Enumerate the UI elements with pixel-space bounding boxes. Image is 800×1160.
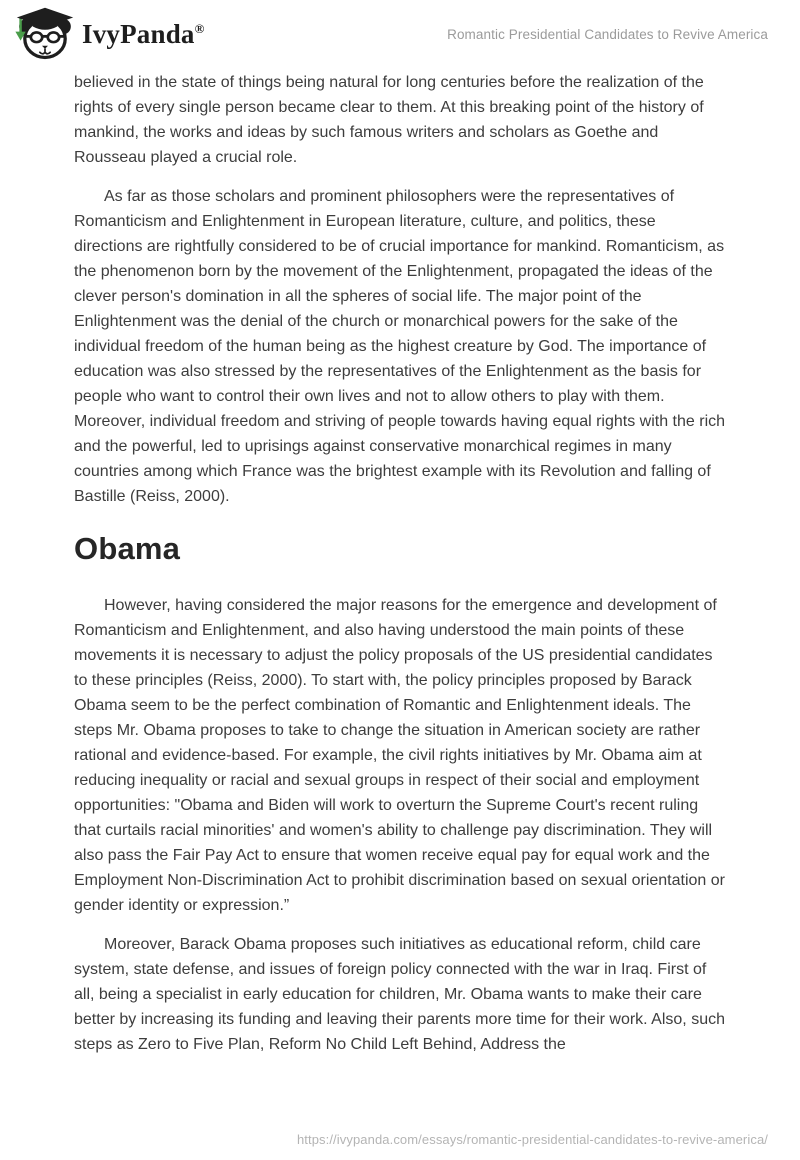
page-header <box>0 0 800 62</box>
paragraph: However, having considered the major reasons for the emergence and development of Romanticism and Enlightenment, and also having understood the main points of these movements it is necessary to adjust the policy proposals of the US presidential candidates to these principles (Reiss, 2000). To start with, the policy principles proposed by Barack Obama seem to be the perfect combination of Romantic and Enlightenment ideals. The steps Mr. Obama proposes to take to change the situation in American society are rather rational and evidence-based. For example, the civil rights initiatives by Mr. Obama aim at reducing inequality or racial and sexual groups in respect of their social and employment opportunities: "Obama and Biden will work to overturn the Supreme Court's recent ruling that curtails racial minorities' and women's ability to challenge pay discrimination. They will also pass the Fair Pay Act to ensure that women receive equal pay for equal work and the Employment Non-Discrimination Act to prohibit discrimination based on sexual orientation or gender identity or expression.” <box>74 597 725 914</box>
brand-text: IvyPanda <box>82 18 195 49</box>
paragraph: As far as those scholars and prominent philosophers were the representatives of Romanticism and Enlightenment in European literature, culture, and politics, these directions are rightfully considered to be of crucial importance for mankind. Romanticism, as the phenomenon born by the movement of the Enlightenment, propagated the ideas of the clever person's domination in all the spheres of social life. The major point of the Enlightenment was the denial of the church or monarchical powers for the sake of the individual freedom of the human being as the highest creature by God. The importance of education was also stressed by the representatives of the Enlightenment as the basis for people who want to control their own lives and not to allow others to play with them. Moreover, individual freedom and striving of people towards having equal rights with the rich and the powerful, led to uprisings against conservative monarchical regimes in many countries among which France was the brightest example with its Revolution and falling of Bastille (Reiss, 2000). <box>74 188 726 505</box>
essay-body <box>0 62 800 1057</box>
registered-trademark: ® <box>194 20 205 36</box>
paragraph-continuation: believed in the state of things being natural for long centuries before the realization of the rights of every single person became clear to them. At this breaking point of the history of mankind, the works and ideas by such famous writers and scholars as Goethe and Rousseau played a crucial role. <box>74 74 704 166</box>
ivypanda-logo-icon <box>14 6 76 62</box>
paragraph: Moreover, Barack Obama proposes such initiatives as educational reform, child care system, state defense, and issues of foreign policy connected with the war in Iraq. First of all, being a specialist in early education for children, Mr. Obama wants to make their care better by increasing its funding and leaving their parents more time for their work. Also, such steps as Zero to Five Plan, Reform No Child Left Behind, Address the <box>74 936 725 1053</box>
document-title: Romantic Presidential Candidates to Revive America <box>447 26 768 42</box>
page-footer <box>297 1132 768 1147</box>
source-url[interactable]: https://ivypanda.com/essays/romantic-presidential-candidates-to-revive-america/ <box>296 1132 768 1147</box>
section-heading-obama: Obama <box>74 531 181 566</box>
brand-name <box>82 19 205 50</box>
